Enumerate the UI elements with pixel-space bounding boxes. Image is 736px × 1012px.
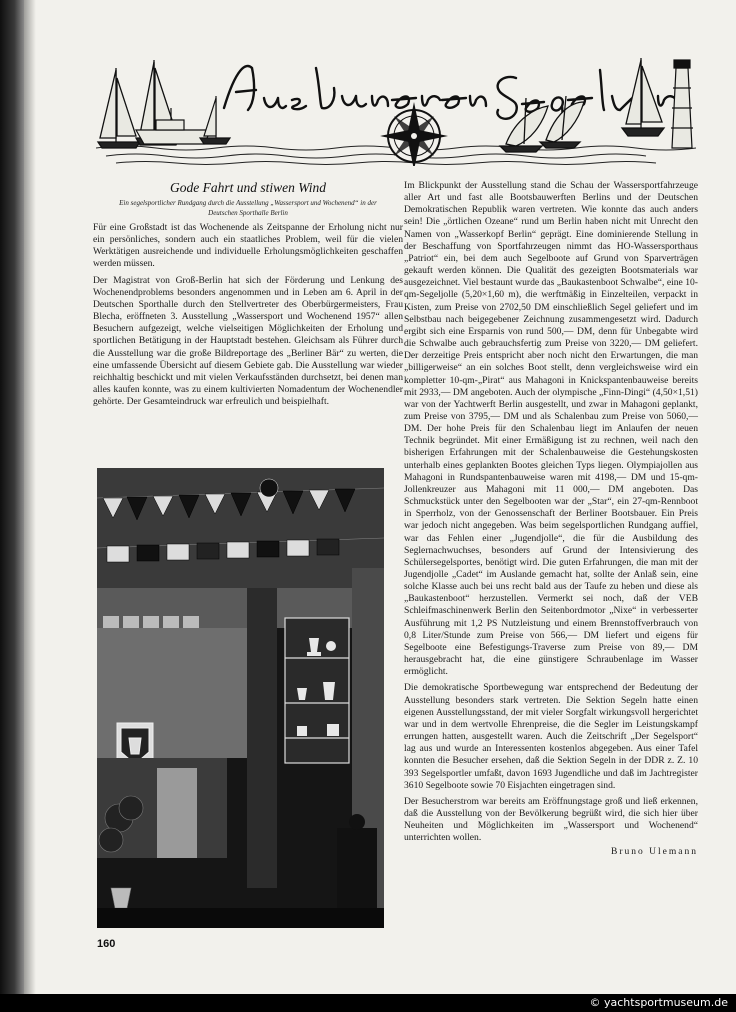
author-name: Bruno Ulemann (611, 847, 698, 858)
paragraph: Der Magistrat von Groß-Berlin hat sich der Förderung und Lenkung des Wochenendproblems besonders angenommen und in Leben am 6. April in der Deutschen Sporthalle durch den Stellvertreter des Oberbürgermeisters, Frau Blecha, eröffneten 3. Ausstellung „Wassersport und Wochenend 1957“ allen Besuchern aufgezeigt, welche vielseitigen Möglichkeiten der Erholung und sportlichen Betätigung in der Hauptstadt bestehen. Gleichsam als Führer durch die Ausstellung war die große Bildreportage des „Berliner Bär“ zu werten, die eine umfassende Übersicht auf diesem Gebiete gab. Die Ausstellung war wieder reichhaltig beschickt und mit vielen Verkaufsständen durchsetzt, bei denen man alles kaufen konnte, was zu einem kultivierten Nomadentum der Wochenendler gehörte. Der Gesamteindruck war erfreulich und beispielhaft. (93, 274, 403, 408)
article-title: Gode Fahrt und stiwen Wind (170, 180, 326, 195)
header-title-art (224, 66, 486, 110)
paragraph: Die demokratische Sportbewegung war entsprechend der Bedeutung der Ausstellung besonders stark vertreten. Die Sektion Segeln hatte einen eigenen Ausstellungsstand, der mit vieler Sorgfalt wirkungsvoll hergerichtet war und in dem wertvolle Ehrenpreise, die die Segler im Leistungskampf errungen hatten, ausgestellt waren. Auch die Zeitschrift „Der Segelsport“ lag aus und wurde an Interessenten kostenlos abgegeben. Aus einer Tafel konnten die Besucher ersehen, daß die Sektion Segeln in der DDR z. Z. 10 393 Segelsportler umfaßt, davon 1693 Jugendliche und daß im Jachtregister 3610 Segelboote sowie 70 Eisjachten eingetragen sind. (404, 682, 698, 791)
lighthouse-icon (671, 60, 693, 148)
sailboat-icon (98, 68, 140, 148)
compass-rose-icon (380, 102, 448, 166)
paragraph: Für eine Großstadt ist das Wochenende als Zeitspanne der Erholung nicht nur ein persönliches, sondern auch ein staatliches Problem, weil für die vielen Werktätigen ausreichende und individuelle Erholungsmöglichkeiten geschaffen werden müssen. (93, 222, 403, 270)
book-spine (0, 0, 24, 1012)
watermark: © yachtsportmuseum.de (589, 996, 728, 1009)
article-subtitle: Ein segelsportlicher Rundgang durch die Ausstellung „Wassersport und Wochenend“ in der Deutschen Sporthalle Berlin (119, 199, 377, 217)
sailboat-icon (500, 98, 548, 152)
header-illustration (96, 48, 696, 166)
paragraph: Der Besucherstrom war bereits am Eröffnungstage groß und ließ erkennen, daß die Ausstellung von der Bevölkerung begrüßt wird, die sich hier über Neuheiten und Möglichkeiten im „Wassersport und Wochenend“ unterrichten wollen. (404, 795, 698, 844)
exhibition-stand-photo (97, 468, 384, 928)
right-text-column (404, 180, 698, 859)
left-text-column (93, 222, 403, 412)
paragraph: Im Blickpunkt der Ausstellung stand die Schau der Wassersportfahrzeuge aller Art und fast alle Bootsbauwerften Berlins und der Deutschen Demokratischen Republik waren vertreten. Wie konnte das auch anders sein! Die „örtlichen Ozeane“ rund um Berlin haben nicht mit Unrecht den Namen von „Wasserkopf Berlin“ geprägt. Eine dominierende Stellung in der Beschaffung von Sportfahrzeugen nimmt das HO-Wassersporthaus „Patriot“ ein, bei dem auch Segelboote auf Grund von Sparverträgen gekauft werden können. Die Qualität des gezeigten Bootsmaterials war ausgezeichnet. Viel bestaunt wurde das „Baukastenboot Schwalbe“, eine 10-qm-Segeljolle (5,20×1,60 m), die werftmäßig in Einzelteilen, verpackt in Kisten, zum Preise von 2702,50 DM einschließlich Segel geliefert und im Selbstbau nach beigegebener Zeichnung zusammengesetzt wird. Dadurch ergibt sich eine Ersparnis von rund 500,— DM, denn für Unbegabte wird die Schwalbe auch gebrauchsfertig zum Preise von 3220,— DM geliefert. Der derzeitige Preis entspricht aber noch nicht den Erwartungen, die man „billigerweise“ an ein solches Boot stellt, denn vergleichsweise wird ein kompletter 10-qm-„Pirat“ aus Mahagoni in Knickspantenbauweise bereits mit 2933,— DM angeboten. Auch der olympische „Finn-Dingi“ (4,50×1,51) war von der Yachtwerft Berlin ausgestellt, und zwar in Mahagoni geplankt, zum Preise von 3795,— DM und als Schalenbau zum Preise von 5060,— DM. Der hohe Preis für den Schalenbau liegt im Anlaufen der neuen Technik begründet. Mit einer Ermäßigung ist zu rechnen, weil nach den bisherigen Erfahrungen mit der Schalenbauweise die Gestehungskosten unterhalb eines geplankten Bootes gleichen Typs liegen. Olympiajollen aus Mahagoni in Rundspantenbauweise waren mit 4198,— DM und 15-qm-Jollenkreuzer aus Mahagoni mit 11 000,— DM angeboten. Das Schmuckstück unter den Segelbooten war der „Star“, ein 27-qm-Rennboot in Sperrholz, von der Genossenschaft der Berliner Bootsbauer. Ein Preis war jedoch nicht angegeben. Was beim segelsportlichen Rundgang auffiel, war das Fehlen einer „Jugendjolle“, die für die Ausbildung des Seglernachwuchses, besonders auf Grund der Intensivierung des Schülersegelsportes, benötigt wird. Die guten Erfahrungen, die man mit der Jugendjolle „Cadet“ im Auslande gemacht hat, sollte der Anlaß sein, eine solche Klasse auch bei uns recht bald aus der Taufe zu heben und diese als „Baukastenboot“ herzustellen. Vermerkt sei noch, daß der VEB Schleifmaschinenwerk Berlin den Seitenbordmotor „Nixe“ in verbesserter Ausführung mit 1,2 PS Nutzleistung und einem Brennstoffverbrauch von 0,8 Liter/Stunde zum Preise von 566,— DM liefert und eigens für Segelboote eine Befestigungs-Traverse zum Preise von 89,— DM herausgebracht hat, die eine günstigere Schraubenlage im Wasser ermöglicht. (404, 180, 698, 678)
page-number: 160 (97, 938, 116, 950)
